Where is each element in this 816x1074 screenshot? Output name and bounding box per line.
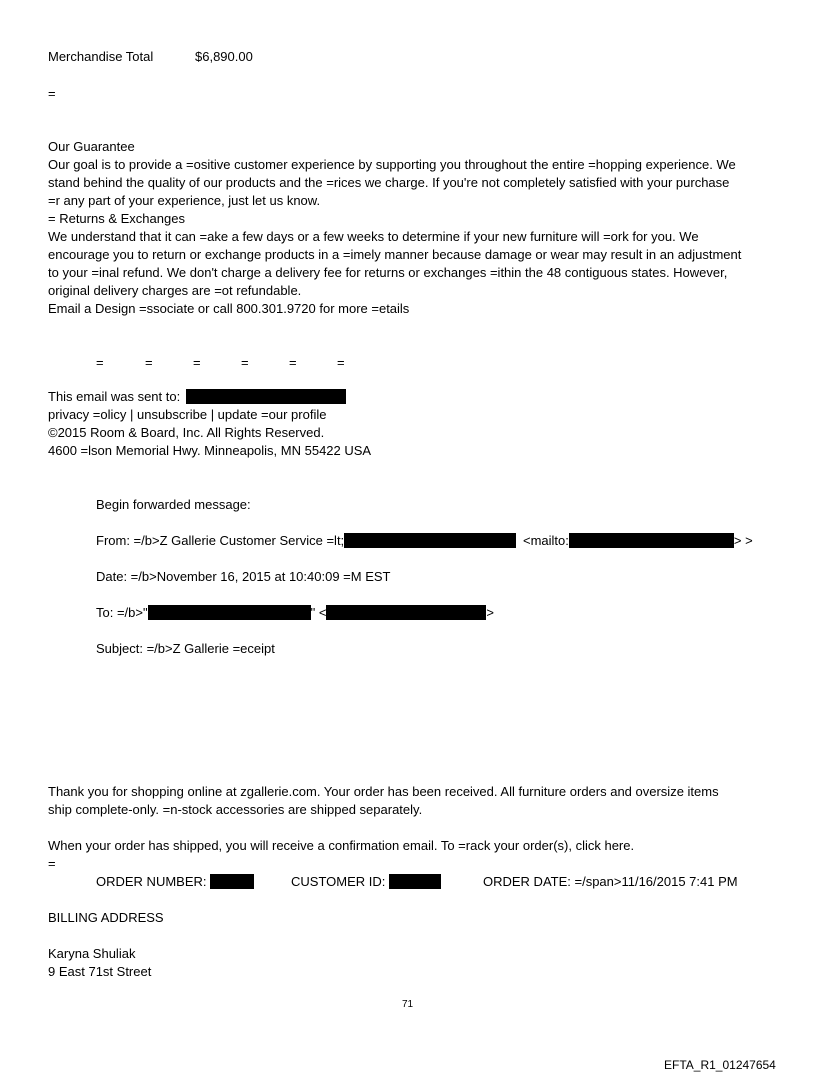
to-prefix: To: =/b>"	[96, 605, 148, 620]
footer-links[interactable]: privacy =olicy | unsubscribe | update =our profile	[48, 407, 327, 422]
guarantee-line: =r any part of your experience, just let us know.	[48, 193, 321, 208]
forward-begin: Begin forwarded message:	[96, 497, 251, 512]
redaction-box	[326, 605, 486, 620]
order-date: ORDER DATE: =/span>11/16/2015 7:41 PM	[483, 874, 738, 889]
guarantee-line: = Returns & Exchanges	[48, 211, 185, 226]
guarantee-line: stand behind the quality of our products and the =rices we charge. If you're not completely satisfied with your purchase	[48, 175, 730, 190]
merchandise-total-label: Merchandise Total	[48, 49, 154, 64]
guarantee-line: to your =inal refund. We don't charge a delivery fee for returns or exchanges =ithin the 48 contiguous states. However,	[48, 265, 728, 280]
equals-line: =	[48, 856, 56, 871]
page-number: 71	[402, 999, 414, 1010]
guarantee-line: encourage you to return or exchange products in a =imely manner because damage or wear may result in an adjustment	[48, 247, 742, 262]
guarantee-line: original delivery charges are =ot refundable.	[48, 283, 302, 298]
guarantee-line: Email a Design =ssociate or call 800.301.9720 for more =etails	[48, 301, 410, 316]
redaction-box	[210, 874, 254, 889]
equals-line: =	[48, 86, 56, 101]
merchandise-total-value: $6,890.00	[195, 49, 253, 64]
order-number-label: ORDER NUMBER:	[96, 874, 207, 889]
guarantee-section	[48, 138, 778, 318]
equals-mark: =	[337, 355, 345, 370]
equals-mark: =	[193, 355, 201, 370]
footer-address: 4600 =lson Memorial Hwy. Minneapolis, MN 55422 USA	[48, 443, 372, 458]
document-id: EFTA_R1_01247654	[664, 1058, 776, 1072]
redaction-box	[389, 874, 441, 889]
billing-street: 9 East 71st Street	[48, 964, 152, 979]
equals-mark: =	[145, 355, 153, 370]
sent-to-label: This email was sent to:	[48, 389, 181, 404]
forward-to	[96, 604, 494, 622]
redaction-box	[569, 533, 734, 548]
from-prefix: From: =/b>Z Gallerie Customer Service =lt;	[96, 533, 345, 548]
shipped-line[interactable]: When your order has shipped, you will receive a confirmation email. To =rack your order(s), click here.	[48, 838, 635, 853]
redaction-box	[186, 389, 346, 404]
sent-to-line	[48, 388, 346, 406]
order-number	[96, 873, 254, 891]
billing-title: BILLING ADDRESS	[48, 910, 164, 925]
to-mid: " <	[310, 605, 327, 620]
forward-date: Date: =/b>November 16, 2015 at 10:40:09 =M EST	[96, 569, 391, 584]
billing-name: Karyna Shuliak	[48, 946, 136, 961]
redaction-box	[344, 533, 516, 548]
guarantee-title: Our Guarantee	[48, 139, 135, 154]
forward-subject: Subject: =/b>Z Gallerie =eceipt	[96, 641, 275, 656]
customer-id	[291, 873, 441, 891]
forward-from-mailto	[523, 532, 753, 550]
guarantee-line: Our goal is to provide a =ositive customer experience by supporting you throughout the entire =hopping experience. We	[48, 157, 736, 172]
copyright: ©2015 Room & Board, Inc. All Rights Reserved.	[48, 425, 325, 440]
equals-mark: =	[241, 355, 249, 370]
thanks-line: ship complete-only. =n-stock accessories are shipped separately.	[48, 802, 423, 817]
to-suffix: >	[486, 605, 495, 620]
redaction-box	[148, 605, 311, 620]
customer-id-label: CUSTOMER ID:	[291, 874, 386, 889]
thanks-line: Thank you for shopping online at zgallerie.com. Your order has been received. All furniture orders and oversize items	[48, 784, 719, 799]
guarantee-line: We understand that it can =ake a few days or a few weeks to determine if your new furniture will =ork for you. We	[48, 229, 699, 244]
equals-mark: =	[96, 355, 104, 370]
from-suffix: > >	[733, 533, 753, 548]
from-mailto: <mailto:	[523, 533, 569, 548]
equals-mark: =	[289, 355, 297, 370]
forward-from	[96, 532, 516, 550]
